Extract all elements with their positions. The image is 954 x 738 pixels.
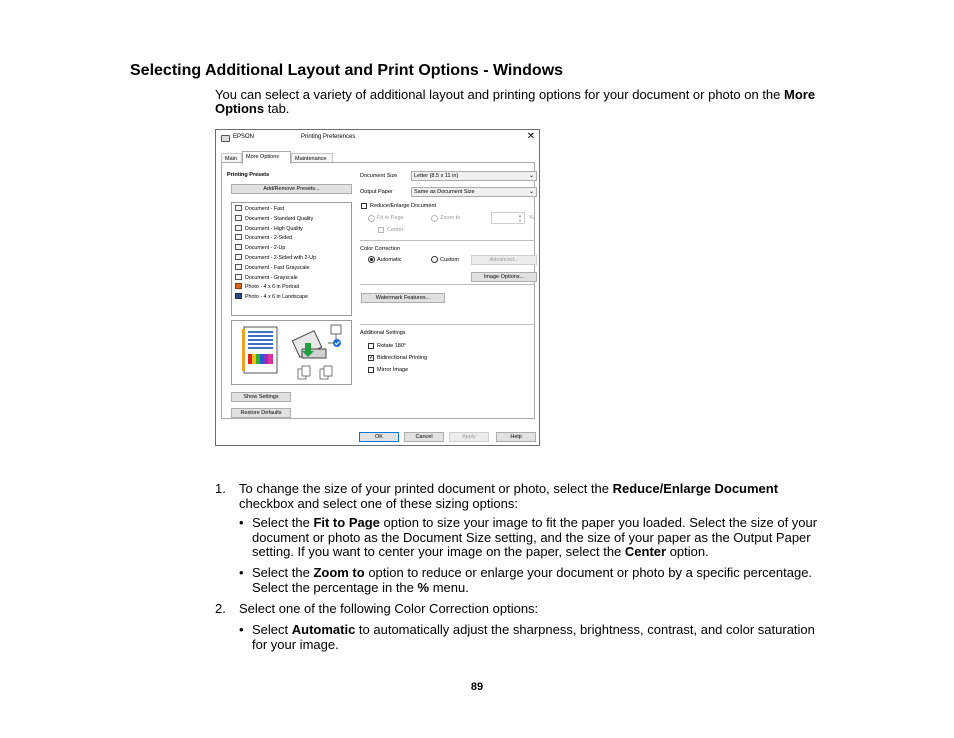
tab-maintenance[interactable]: Maintenance — [291, 153, 333, 163]
divider — [360, 240, 535, 241]
output-paper-label: Output Paper — [360, 189, 393, 195]
percent-label: % — [529, 215, 534, 221]
rotate-180-checkbox[interactable] — [368, 343, 374, 349]
step-number: 2. — [215, 601, 226, 616]
printing-presets-label: Printing Presets — [227, 172, 270, 178]
color-correction-label: Color Correction — [360, 246, 401, 252]
bullet-icon: • — [239, 515, 244, 530]
dialog-app-name: EPSON — [233, 134, 255, 140]
divider — [360, 284, 535, 285]
print-preview — [231, 320, 352, 385]
divider — [360, 324, 535, 325]
bullet-icon: • — [239, 622, 244, 637]
list-item[interactable]: Document - Standard Quality — [235, 215, 313, 224]
bullet-text: Select the Zoom to option to reduce or enlarge your document or photo by a specific percentage. Select the percentage in the % menu. — [252, 565, 813, 595]
intro-text: You can select a variety of additional layout and printing options for your document or photo on the — [215, 87, 784, 102]
apply-button[interactable]: Apply — [449, 432, 489, 442]
document-size-select[interactable]: Letter (8.5 x 11 in) ⌄ — [411, 171, 537, 181]
two-sided-icon — [235, 234, 242, 240]
help-button[interactable]: Help — [496, 432, 536, 442]
intro-paragraph — [215, 88, 835, 116]
advanced-button[interactable]: Advanced... — [471, 255, 537, 265]
dialog-title: Printing Preferences — [301, 134, 356, 140]
custom-radio[interactable] — [431, 256, 438, 263]
more-options-panel — [221, 162, 535, 419]
cancel-button[interactable]: Cancel — [404, 432, 444, 442]
ok-button[interactable]: OK — [359, 432, 399, 442]
spinner-icon: ▲ ▼ — [518, 213, 522, 223]
image-options-button[interactable]: Image Options... — [471, 272, 537, 282]
step-text: To change the size of your printed document or photo, select the Reduce/Enlarge Document checkbox and select one of these sizing options: — [239, 481, 779, 511]
add-remove-presets-button[interactable]: Add/Remove Presets... — [231, 184, 352, 194]
bidirectional-label: Bidirectional Printing — [377, 355, 428, 361]
two-up-icon — [235, 254, 242, 260]
list-item[interactable]: Document - Fast — [235, 205, 284, 214]
document-icon — [235, 215, 242, 221]
intro-bold: More Options — [215, 87, 816, 116]
list-item[interactable]: Document - Fast Grayscale — [235, 264, 309, 273]
zoom-to-label: Zoom to — [440, 215, 461, 221]
list-item[interactable]: Photo - 4 x 6 in Portrait — [235, 283, 299, 292]
zoom-to-radio[interactable] — [431, 215, 438, 222]
zoom-percent-input[interactable] — [491, 212, 525, 224]
reduce-enlarge-checkbox[interactable] — [361, 203, 367, 209]
list-item[interactable]: Document - 2-Up — [235, 244, 285, 253]
page-heading: Selecting Additional Layout and Print Options - Windows — [130, 62, 564, 79]
mirror-image-checkbox[interactable] — [368, 367, 374, 373]
show-settings-button[interactable]: Show Settings — [231, 392, 291, 402]
additional-settings-label: Additional Settings — [360, 330, 406, 336]
two-up-icon — [235, 244, 242, 250]
list-item[interactable]: Document - Grayscale — [235, 274, 298, 283]
list-item[interactable]: Document - High Quality — [235, 225, 303, 234]
automatic-label: Automatic — [377, 257, 402, 263]
bullet-icon: • — [239, 565, 244, 580]
close-icon[interactable]: ✕ — [526, 131, 535, 142]
list-item[interactable]: Photo - 4 x 6 in Landscape — [235, 293, 308, 302]
rotate-180-label: Rotate 180° — [377, 343, 407, 349]
intro-text-end: tab. — [264, 101, 290, 116]
document-icon — [235, 225, 242, 231]
bullet-text: Select Automatic to automatically adjust the sharpness, brightness, contrast, and color saturation for your image. — [252, 622, 815, 652]
center-checkbox[interactable] — [378, 227, 384, 233]
chevron-down-icon: ⌄ — [528, 189, 534, 195]
fit-to-page-label: Fit to Page — [377, 215, 404, 221]
fit-to-page-radio[interactable] — [368, 215, 375, 222]
reduce-enlarge-label: Reduce/Enlarge Document — [370, 203, 437, 209]
automatic-radio[interactable] — [368, 256, 375, 263]
dialog-title-bar — [216, 130, 539, 146]
output-paper-select[interactable]: Same as Document Size ⌄ — [411, 187, 537, 197]
chevron-down-icon: ⌄ — [528, 173, 534, 179]
restore-defaults-button[interactable]: Restore Defaults — [231, 408, 291, 418]
custom-label: Custom — [440, 257, 459, 263]
preview-illustration — [232, 321, 351, 384]
center-label: Center — [387, 227, 404, 233]
photo-icon — [235, 283, 242, 289]
bidirectional-checkbox[interactable]: ✓ — [369, 355, 375, 361]
page-number: 89 — [470, 681, 484, 693]
watermark-features-button[interactable]: Watermark Features... — [361, 293, 445, 303]
bullet-text: Select the Fit to Page option to size your image to fit the paper you loaded. Select the size of your document or photo as the Document Size setting, and the size of your paper as the Output Paper setting. If you want to center your image on the paper, select the Center option. — [252, 515, 818, 559]
printing-preferences-dialog — [215, 129, 540, 446]
tab-more-options[interactable]: More Options — [242, 151, 291, 164]
document-icon — [235, 274, 242, 280]
step-text: Select one of the following Color Correction options: — [239, 601, 539, 616]
document-size-label: Document Size — [360, 173, 398, 179]
tab-main[interactable]: Main — [221, 153, 242, 163]
list-item[interactable]: Document - 2-Sided with 2-Up — [235, 254, 316, 263]
document-icon — [235, 264, 242, 270]
photo-icon — [235, 293, 242, 299]
mirror-image-label: Mirror Image — [377, 367, 409, 373]
document-icon — [235, 205, 242, 211]
printer-icon — [221, 135, 230, 142]
step-number: 1. — [215, 481, 226, 496]
presets-list[interactable] — [231, 202, 352, 316]
list-item[interactable]: Document - 2-Sided — [235, 234, 292, 243]
